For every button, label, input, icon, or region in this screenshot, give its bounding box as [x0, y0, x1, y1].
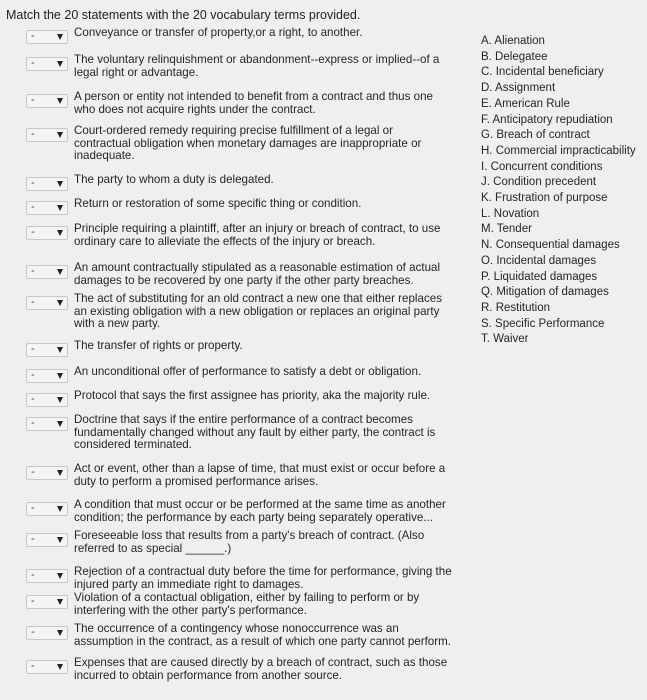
statement-text: Return or restoration of some specific thing or condition. [74, 197, 362, 210]
answer-select[interactable] [26, 417, 68, 431]
select-placeholder: - [31, 296, 35, 308]
answer-select[interactable] [26, 502, 68, 516]
select-placeholder: - [31, 569, 35, 581]
statement-text: Protocol that says the first assignee has priority, aka the majority rule. [74, 389, 431, 402]
answer-select[interactable] [26, 569, 68, 583]
select-placeholder: - [31, 128, 35, 140]
select-placeholder: - [31, 369, 35, 381]
dropdown-arrow-icon [57, 397, 63, 403]
select-placeholder: - [31, 595, 35, 607]
select-placeholder: - [31, 533, 35, 545]
statement-text: The act of substituting for an old contract a new one that either replaces an existing obligation with a new obligation or replaces an original party with a new party. [74, 292, 442, 330]
vocabulary-term: N. Consequential damages [481, 239, 620, 252]
statement-text: The party to whom a duty is delegated. [74, 173, 274, 186]
vocabulary-term: A. Alienation [481, 35, 545, 47]
answer-select[interactable] [26, 343, 68, 357]
dropdown-arrow-icon [57, 421, 63, 427]
answer-select[interactable] [26, 30, 68, 44]
statement-text: The voluntary relinquishment or abandonment--express or implied--of a legal right or advantage. [74, 53, 440, 79]
vocabulary-term-list [481, 34, 647, 348]
vocabulary-term: B. Delegatee [481, 50, 548, 63]
answer-select[interactable] [26, 265, 68, 279]
answer-select[interactable] [26, 177, 68, 191]
answer-select[interactable] [26, 393, 68, 407]
answer-select[interactable] [26, 626, 68, 640]
statement-text: Rejection of a contractual duty before the time for performance, giving the injured party an immediate right to damages. [74, 565, 452, 591]
select-placeholder: - [31, 265, 35, 277]
vocabulary-term: I. Concurrent conditions [481, 160, 603, 173]
vocabulary-term: S. Specific Performance [481, 317, 605, 330]
vocabulary-term: E. American Rule [481, 97, 570, 110]
select-placeholder: - [31, 226, 35, 238]
select-placeholder: - [31, 466, 35, 478]
vocabulary-term: P. Liquidated damages [481, 270, 598, 283]
dropdown-arrow-icon [57, 205, 63, 211]
select-placeholder: - [31, 343, 35, 355]
statement-text: The occurrence of a contingency whose nonoccurrence was an assumption in the contract, as a result of which one party cannot perform. [74, 622, 451, 648]
vocabulary-term: M. Tender [481, 223, 532, 236]
vocabulary-term: C. Incidental beneficiary [481, 66, 604, 79]
dropdown-arrow-icon [57, 34, 63, 40]
answer-select[interactable] [26, 369, 68, 383]
statement-text: A condition that must occur or be performed at the same time as another condition; the performance by each party being separately operative... [74, 498, 446, 524]
dropdown-arrow-icon [57, 630, 63, 636]
dropdown-arrow-icon [57, 664, 63, 670]
vocabulary-term: H. Commercial impracticability [481, 144, 636, 157]
answer-select[interactable] [26, 533, 68, 547]
vocabulary-term: G. Breach of contract [481, 129, 590, 142]
vocabulary-term: J. Condition precedent [481, 176, 597, 189]
vocabulary-term: T. Waiver [481, 333, 529, 346]
dropdown-arrow-icon [57, 537, 63, 543]
vocabulary-term: Q. Mitigation of damages [481, 286, 609, 299]
answer-select[interactable] [26, 296, 68, 310]
dropdown-arrow-icon [57, 269, 63, 275]
dropdown-arrow-icon [57, 61, 63, 67]
answer-select[interactable] [26, 94, 68, 108]
answer-select[interactable] [26, 660, 68, 674]
dropdown-arrow-icon [57, 132, 63, 138]
vocabulary-term: D. Assignment [481, 82, 556, 95]
dropdown-arrow-icon [57, 230, 63, 236]
select-placeholder: - [31, 417, 35, 429]
answer-select[interactable] [26, 57, 68, 71]
statement-text: An unconditional offer of performance to satisfy a debt or obligation. [74, 365, 422, 378]
vocabulary-term: F. Anticipatory repudiation [481, 113, 613, 126]
dropdown-arrow-icon [57, 506, 63, 512]
answer-select[interactable] [26, 201, 68, 215]
statement-text: Expenses that are caused directly by a breach of contract, such as those incurred to obtain performance from another source. [74, 656, 448, 682]
vocabulary-term: K. Frustration of purpose [481, 192, 608, 205]
dropdown-arrow-icon [57, 300, 63, 306]
answer-select[interactable] [26, 226, 68, 240]
statement-text: Conveyance or transfer of property,or a right, to another. [74, 26, 363, 39]
statement-text: Violation of a contactual obligation, either by failing to perform or by interfering with the other party's performance. [74, 591, 420, 617]
statement-text: A person or entity not intended to benefit from a contract and thus one who does not acquire rights under the contract. [74, 90, 433, 116]
statement-text: Foreseeable loss that results from a party's breach of contract. (Also referred to as special ______.) [74, 529, 425, 555]
dropdown-arrow-icon [57, 181, 63, 187]
instructions: Match the 20 statements with the 20 vocabulary terms provided. [6, 8, 361, 22]
select-placeholder: - [31, 626, 35, 638]
select-placeholder: - [31, 201, 35, 213]
select-placeholder: - [31, 660, 35, 672]
select-placeholder: - [31, 177, 35, 189]
dropdown-arrow-icon [57, 573, 63, 579]
dropdown-arrow-icon [57, 470, 63, 476]
select-placeholder: - [31, 94, 35, 106]
statement-text: An amount contractually stipulated as a reasonable estimation of actual damages to be recovered by one party if the other party breaches. [74, 261, 441, 287]
select-placeholder: - [31, 393, 35, 405]
vocabulary-term: R. Restitution [481, 301, 551, 314]
statement-text: The transfer of rights or property. [74, 339, 243, 352]
answer-select[interactable] [26, 128, 68, 142]
dropdown-arrow-icon [57, 98, 63, 104]
statement-text: Court-ordered remedy requiring precise fulfillment of a legal or contractual obligation when monetary damages are inappropriate or inadequate. [74, 124, 422, 162]
statement-text: Doctrine that says if the entire performance of a contract becomes fundamentally changed without any fault by either party, the contract is considered terminated. [74, 413, 436, 451]
vocabulary-term: L. Novation [481, 207, 540, 220]
answer-select[interactable] [26, 466, 68, 480]
select-placeholder: - [31, 502, 35, 514]
dropdown-arrow-icon [57, 373, 63, 379]
select-placeholder: - [31, 57, 35, 69]
statement-text: Act or event, other than a lapse of time, that must exist or occur before a duty to perform a promised performance arises. [74, 462, 446, 488]
statement-text: Principle requiring a plaintiff, after an injury or breach of contract, to use ordinary care to alleviate the effects of the injury or breach. [74, 222, 441, 248]
vocabulary-term: O. Incidental damages [481, 254, 597, 267]
dropdown-arrow-icon [57, 347, 63, 353]
select-placeholder: - [31, 30, 35, 42]
answer-select[interactable] [26, 595, 68, 609]
dropdown-arrow-icon [57, 599, 63, 605]
